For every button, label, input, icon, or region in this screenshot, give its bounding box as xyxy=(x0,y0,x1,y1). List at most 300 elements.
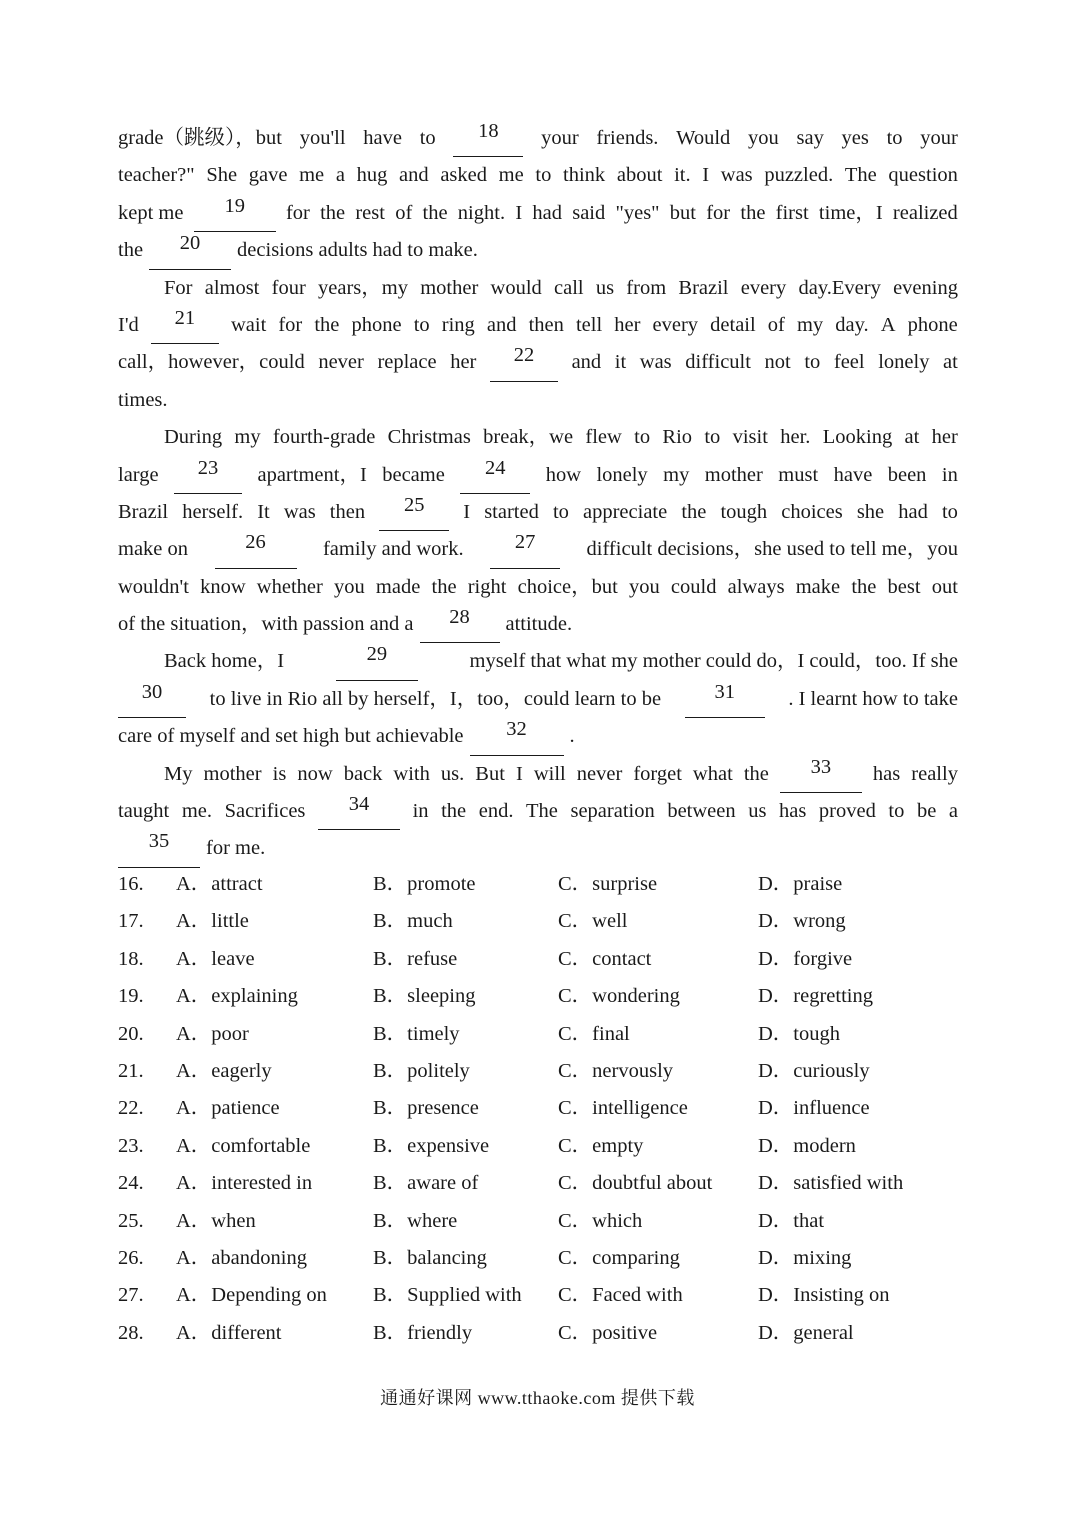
passage-text: I xyxy=(463,500,471,523)
passage-text: detail xyxy=(710,313,756,336)
question-number: 24. xyxy=(118,1172,144,1195)
passage-text: wait xyxy=(230,313,267,336)
blank-19: 19 xyxy=(194,195,276,232)
passage-text: appreciate xyxy=(583,500,668,523)
option-c: C．Faced with xyxy=(558,1284,683,1307)
option-a: A．interested in xyxy=(176,1172,313,1195)
passage-text: kept me xyxy=(118,201,184,224)
option-c: C．well xyxy=(558,910,628,933)
passage-text: Looking xyxy=(822,426,893,449)
option-b: B．expensive xyxy=(373,1134,490,1157)
option-b: B．friendly xyxy=(373,1321,473,1344)
passage-text: to xyxy=(704,426,721,449)
passage-text: could xyxy=(670,575,717,598)
passage-text: make on xyxy=(118,538,189,561)
passage-text: at xyxy=(943,351,958,374)
passage-text: I xyxy=(702,164,710,187)
passage-text: me xyxy=(498,164,524,187)
passage-text: the xyxy=(681,500,707,523)
passage-text: difficult xyxy=(685,351,751,374)
passage-text: rest xyxy=(355,201,385,224)
passage-text: The xyxy=(844,164,877,187)
passage-line xyxy=(118,120,958,157)
blank-22: 22 xyxy=(490,344,558,381)
passage-text: Brazil xyxy=(118,500,169,523)
passage-text: every xyxy=(652,313,699,336)
passage-text: It xyxy=(257,500,270,523)
option-a: A．Depending on xyxy=(176,1284,327,1307)
passage-text: question xyxy=(888,164,958,187)
passage-text: visit xyxy=(732,426,768,449)
passage-text: feel xyxy=(833,351,865,374)
question-row xyxy=(118,866,958,903)
option-b: B．refuse xyxy=(373,947,458,970)
passage-text: mother xyxy=(203,762,262,785)
passage-line xyxy=(118,718,958,755)
question-list xyxy=(118,866,958,1352)
passage-text: taught xyxy=(118,800,170,823)
question-row xyxy=(118,1203,958,1240)
question-row xyxy=(118,1128,958,1165)
blank-25: 25 xyxy=(379,494,449,531)
passage-text: never xyxy=(318,351,364,374)
passage-text: fourth-grade xyxy=(272,426,376,449)
passage-line xyxy=(118,494,958,531)
option-d: D．regretting xyxy=(758,985,873,1008)
passage-text: must xyxy=(778,463,819,486)
passage-text: the xyxy=(314,313,340,336)
passage-line xyxy=(118,606,958,643)
passage-text: times. xyxy=(118,388,168,411)
passage-text: to xyxy=(413,313,430,336)
passage-text: you xyxy=(748,127,779,149)
passage-text: She xyxy=(206,164,238,187)
option-a: A．abandoning xyxy=(176,1246,307,1269)
option-c: C．nervously xyxy=(558,1059,674,1082)
question-number: 20. xyxy=(118,1022,144,1045)
passage-text: the xyxy=(320,201,346,224)
passage-text: say xyxy=(796,127,824,149)
passage-text: But xyxy=(475,762,505,785)
passage-text: day. xyxy=(835,313,869,336)
passage-text: about xyxy=(616,164,663,187)
passage-text: Back home，I xyxy=(164,650,285,673)
passage-text: her xyxy=(450,351,477,374)
passage-line xyxy=(118,830,958,867)
passage-text: the xyxy=(431,575,457,598)
option-b: B．balancing xyxy=(373,1246,487,1269)
option-d: D．mixing xyxy=(758,1246,852,1269)
option-c: C．wondering xyxy=(558,985,680,1008)
passage-text: friends. xyxy=(596,127,659,149)
passage-text: decisions adults had to make. xyxy=(237,239,478,262)
blank-26: 26 xyxy=(215,531,297,568)
passage-text: gave xyxy=(248,164,288,187)
option-b: B．presence xyxy=(373,1097,479,1120)
passage-text: Brazil xyxy=(678,276,729,299)
passage-text: have xyxy=(363,127,402,149)
option-d: D．that xyxy=(758,1209,825,1232)
passage-line xyxy=(118,756,958,793)
passage-text: A xyxy=(880,313,896,336)
question-number: 19. xyxy=(118,985,144,1008)
blank-21: 21 xyxy=(151,307,219,344)
passage-text: us xyxy=(595,276,615,299)
passage-text: yes xyxy=(841,127,869,149)
passage-text: us xyxy=(748,800,767,823)
option-c: C．empty xyxy=(558,1134,644,1157)
passage-text: choice，but xyxy=(517,575,618,598)
passage-text: family and work. xyxy=(322,538,464,561)
passage-text: have xyxy=(833,463,873,486)
passage-text: always xyxy=(727,575,785,598)
passage-text: but xyxy=(669,201,696,224)
passage-text: was xyxy=(283,500,316,523)
passage-text: day.Every xyxy=(798,276,881,299)
passage-text: choices xyxy=(781,500,843,523)
passage-text: really xyxy=(911,762,958,785)
passage-text: back xyxy=(343,762,383,785)
option-c: C．which xyxy=(558,1209,643,1232)
passage-text: never xyxy=(576,762,623,785)
passage-text: in xyxy=(412,800,429,823)
passage-text: of xyxy=(395,201,413,224)
passage-text: teacher?" xyxy=(118,164,195,187)
passage-text: has xyxy=(779,800,807,823)
blank-28: 28 xyxy=(420,606,500,643)
passage-line xyxy=(118,157,958,194)
passage-text: proved xyxy=(818,800,876,823)
passage-text: at xyxy=(904,426,920,449)
passage-text: was xyxy=(639,351,672,374)
passage-text: my xyxy=(796,313,824,336)
blank-29: 29 xyxy=(336,643,418,680)
question-number: 16. xyxy=(118,873,144,895)
passage-text: made xyxy=(375,575,421,598)
passage-text: to live in Rio all by herself，I，too，could learn to be xyxy=(209,687,662,710)
passage-text: For xyxy=(164,276,193,299)
passage-text: for xyxy=(285,201,310,224)
passage-line xyxy=(118,457,958,494)
question-number: 25. xyxy=(118,1209,144,1232)
passage-text: to xyxy=(941,500,958,523)
passage-line xyxy=(118,307,958,344)
passage-text: she xyxy=(856,500,885,523)
passage-text: The xyxy=(526,800,558,823)
option-a: A．different xyxy=(176,1321,282,1344)
passage-text: and xyxy=(399,164,429,187)
option-d: D．curiously xyxy=(758,1059,870,1082)
passage-text: lonely xyxy=(878,351,930,374)
blank-32: 32 xyxy=(470,718,564,755)
passage-text: you'll xyxy=(299,127,346,149)
option-b: B．aware of xyxy=(373,1172,479,1195)
option-d: D．influence xyxy=(758,1097,870,1120)
passage-text: call，however，could xyxy=(118,351,305,374)
option-a: A．explaining xyxy=(176,985,298,1008)
passage-text: what xyxy=(692,762,733,785)
option-a: A．when xyxy=(176,1209,256,1232)
passage-text: to xyxy=(419,127,436,149)
passage-text: separation xyxy=(570,800,655,823)
passage-text: for xyxy=(706,201,731,224)
option-d: D．forgive xyxy=(758,947,853,970)
passage-text: of the situation，with passion and a xyxy=(118,613,414,636)
passage-text: the xyxy=(441,800,467,823)
option-a: A．attract xyxy=(176,873,263,895)
passage-text: her xyxy=(614,313,641,336)
option-a: A．poor xyxy=(176,1022,249,1045)
passage-text: break，we xyxy=(483,426,574,449)
passage-line xyxy=(118,195,958,232)
passage-text: tell xyxy=(575,313,603,336)
passage-text: to xyxy=(535,164,552,187)
cloze-passage xyxy=(118,120,958,868)
question-row xyxy=(118,941,958,978)
passage-text: would xyxy=(490,276,542,299)
passage-text: "yes" xyxy=(615,201,660,224)
option-a: A．patience xyxy=(176,1097,280,1120)
passage-text: a xyxy=(948,800,958,823)
question-number: 18. xyxy=(118,947,144,970)
passage-text: replace xyxy=(377,351,437,374)
passage-text: is xyxy=(272,762,287,785)
question-row xyxy=(118,978,958,1015)
option-b: B．politely xyxy=(373,1059,470,1082)
passage-text: the xyxy=(118,239,144,262)
passage-text: and xyxy=(571,351,602,374)
passage-text: us. xyxy=(440,762,465,785)
question-row xyxy=(118,1053,958,1090)
question-row xyxy=(118,1090,958,1127)
passage-text: hug xyxy=(356,164,388,187)
passage-text: between xyxy=(667,800,736,823)
passage-text: you xyxy=(628,575,660,598)
question-row xyxy=(118,1315,958,1352)
passage-text: attitude. xyxy=(505,613,573,636)
option-d: D．general xyxy=(758,1321,854,1344)
passage-text: I'd xyxy=(118,313,139,336)
passage-line xyxy=(118,681,958,718)
option-c: C．contact xyxy=(558,947,652,970)
option-c: C．final xyxy=(558,1022,630,1045)
passage-text: been xyxy=(887,463,927,486)
passage-text: for xyxy=(278,313,303,336)
passage-text: not xyxy=(764,351,791,374)
passage-text: my xyxy=(663,463,690,486)
passage-line xyxy=(118,793,958,830)
option-b: B．much xyxy=(373,910,453,933)
passage-text: will xyxy=(533,762,566,785)
option-c: C．comparing xyxy=(558,1246,680,1269)
passage-text: started xyxy=(484,500,539,523)
question-row xyxy=(118,1165,958,1202)
passage-text: know xyxy=(200,575,246,598)
passage-text: whether xyxy=(256,575,323,598)
passage-text: the xyxy=(740,201,766,224)
passage-text: of xyxy=(767,313,785,336)
passage-text: make xyxy=(795,575,841,598)
passage-text: said xyxy=(572,201,606,224)
passage-text: to xyxy=(804,351,821,374)
passage-text: care of myself and set high but achievable xyxy=(118,725,464,748)
option-a: A．eagerly xyxy=(176,1059,272,1082)
passage-text: your xyxy=(920,127,958,149)
passage-text: phone xyxy=(351,313,402,336)
option-b: B．promote xyxy=(373,873,476,895)
question-number: 23. xyxy=(118,1134,144,1157)
option-d: D．wrong xyxy=(758,910,846,933)
passage-text: and xyxy=(486,313,517,336)
passage-text: flew xyxy=(585,426,622,449)
passage-text: end. xyxy=(478,800,514,823)
passage-line xyxy=(118,569,958,606)
passage-line xyxy=(118,344,958,381)
option-b: B．Supplied with xyxy=(373,1284,522,1307)
passage-text: years，my xyxy=(318,276,408,299)
passage-text: lonely xyxy=(596,463,648,486)
passage-text: time，I xyxy=(818,201,883,224)
blank-24: 24 xyxy=(460,457,530,494)
passage-text: mother xyxy=(420,276,479,299)
passage-text: out xyxy=(931,575,958,598)
blank-27: 27 xyxy=(490,531,560,568)
passage-text: it. xyxy=(674,164,691,187)
passage-text: During xyxy=(164,426,223,449)
passage-text: became xyxy=(382,463,445,486)
passage-line xyxy=(118,643,958,680)
question-number: 17. xyxy=(118,910,144,933)
passage-text: best xyxy=(887,575,921,598)
passage-text: the xyxy=(422,201,448,224)
passage-text: difficult decisions，she used to tell me，you xyxy=(586,538,958,561)
passage-text: apartment，I xyxy=(257,463,367,486)
passage-text: Rio xyxy=(662,426,693,449)
passage-text: your xyxy=(541,127,579,149)
passage-text: think xyxy=(563,164,606,187)
passage-text: my xyxy=(234,426,261,449)
page-footer: 通通好课网 www.tthaoke.com 提供下载 xyxy=(380,1388,695,1408)
passage-text: then xyxy=(329,500,366,523)
passage-text: for me. xyxy=(206,837,266,860)
question-number: 21. xyxy=(118,1059,144,1082)
blank-33: 33 xyxy=(780,756,862,793)
option-b: B．timely xyxy=(373,1022,460,1045)
passage-text: . xyxy=(569,725,575,748)
option-d: D．praise xyxy=(758,873,843,895)
blank-35: 35 xyxy=(118,830,200,867)
blank-30: 30 xyxy=(118,681,186,718)
passage-line xyxy=(118,382,958,419)
passage-text: forget xyxy=(633,762,682,785)
passage-text: large xyxy=(118,463,159,486)
option-c: C．positive xyxy=(558,1321,658,1344)
passage-text: every xyxy=(740,276,787,299)
passage-text: mother xyxy=(704,463,763,486)
passage-line xyxy=(118,531,958,568)
passage-text: I xyxy=(515,201,523,224)
passage-text: from xyxy=(626,276,667,299)
question-row xyxy=(118,1016,958,1053)
passage-text: almost xyxy=(204,276,260,299)
option-d: D．satisfied with xyxy=(758,1172,904,1195)
passage-text: . I learnt how to take xyxy=(788,687,958,710)
passage-text: phone xyxy=(907,313,958,336)
option-d: D．modern xyxy=(758,1134,856,1157)
passage-text: now xyxy=(297,762,333,785)
question-row xyxy=(118,1240,958,1277)
blank-34: 34 xyxy=(318,793,400,830)
passage-text: Would xyxy=(676,127,731,149)
question-number: 28. xyxy=(118,1321,144,1344)
passage-text: her. xyxy=(780,426,811,449)
passage-text: realized xyxy=(892,201,958,224)
passage-text: a xyxy=(335,164,345,187)
passage-text: you xyxy=(334,575,365,598)
passage-text: evening xyxy=(893,276,958,299)
passage-text: right xyxy=(467,575,507,598)
question-number: 26. xyxy=(118,1246,144,1269)
passage-text: herself. xyxy=(182,500,244,523)
passage-text: me xyxy=(299,164,325,187)
passage-text: grade（跳级），but xyxy=(118,127,282,149)
passage-text: be xyxy=(916,800,937,823)
passage-text: in xyxy=(941,463,958,486)
passage-text: to xyxy=(886,127,903,149)
passage-text: to xyxy=(634,426,651,449)
passage-text: to xyxy=(552,500,569,523)
option-a: A．leave xyxy=(176,947,255,970)
blank-18: 18 xyxy=(453,120,523,157)
passage-text: I xyxy=(515,762,523,785)
question-number: 22. xyxy=(118,1097,144,1120)
passage-line xyxy=(118,270,958,307)
passage-text: was xyxy=(720,164,753,187)
passage-text: ring xyxy=(441,313,475,336)
option-c: C．doubtful about xyxy=(558,1172,713,1195)
passage-text: had xyxy=(898,500,928,523)
passage-text: Sacrifices xyxy=(224,800,306,823)
passage-text: call xyxy=(554,276,584,299)
passage-text: the xyxy=(743,762,769,785)
passage-line xyxy=(118,419,958,456)
option-b: B．where xyxy=(373,1209,458,1232)
passage-text: first xyxy=(775,201,809,224)
option-c: C．intelligence xyxy=(558,1097,688,1120)
option-a: A．comfortable xyxy=(176,1134,311,1157)
passage-text: has xyxy=(872,762,901,785)
passage-text: myself that what my mother could do，I could，too. If she xyxy=(469,650,958,673)
passage-text: to xyxy=(888,800,905,823)
passage-text: me. xyxy=(181,800,212,823)
question-number: 27. xyxy=(118,1284,144,1307)
passage-text: had xyxy=(532,201,562,224)
option-d: D．Insisting on xyxy=(758,1284,890,1307)
passage-text: asked xyxy=(440,164,487,187)
passage-text: her xyxy=(931,426,958,449)
option-b: B．sleeping xyxy=(373,985,476,1008)
passage-text: Christmas xyxy=(387,426,471,449)
passage-text: tough xyxy=(720,500,768,523)
option-c: C．surprise xyxy=(558,873,658,895)
passage-text: the xyxy=(851,575,877,598)
question-row xyxy=(118,1277,958,1314)
option-d: D．tough xyxy=(758,1022,840,1045)
passage-text: four xyxy=(271,276,306,299)
blank-23: 23 xyxy=(174,457,242,494)
blank-20: 20 xyxy=(149,232,231,269)
passage-text: My xyxy=(164,762,193,785)
